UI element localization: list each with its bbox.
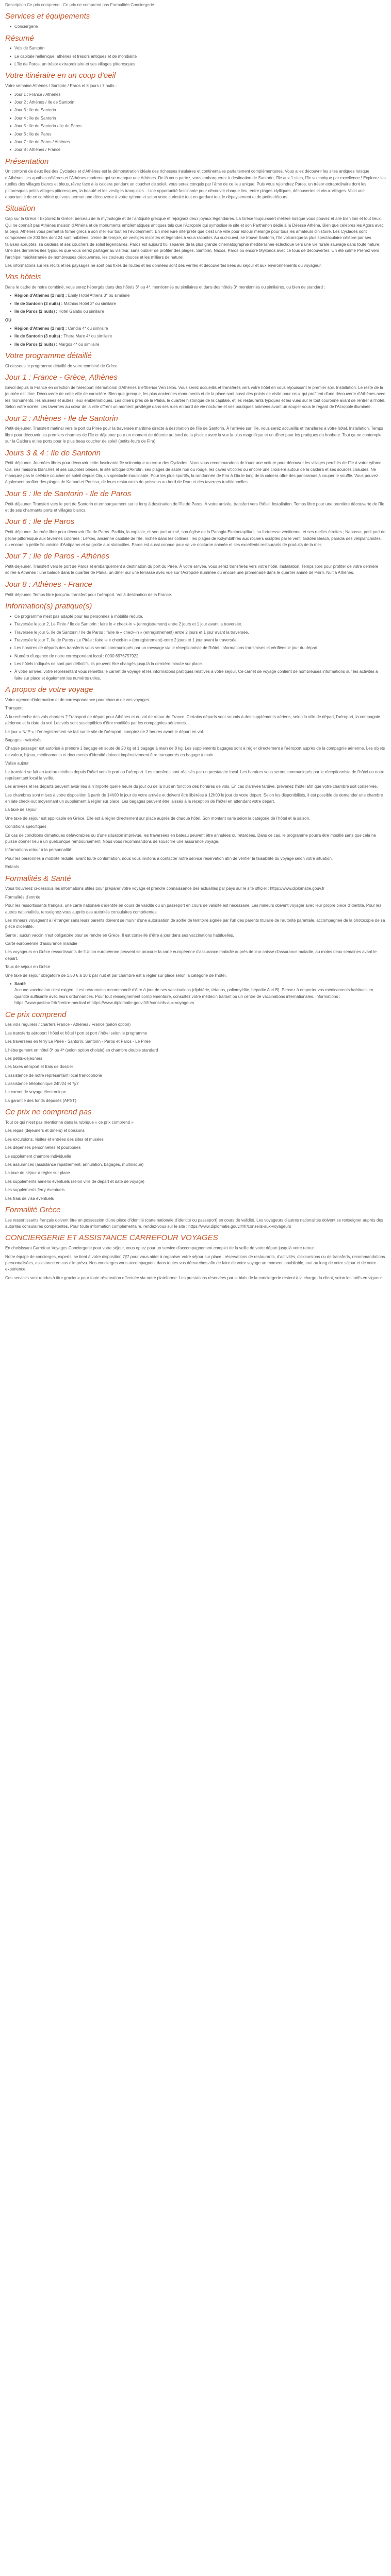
program-day-text: Petit-déjeuner. Journée libre pour découvrir l'île de Paros. Parikia, la capitale, et son port animé, son église de la Panagia Ekatontapiliani, sa forteresse vénitienne, et ses ruelles étroites ; Naoussa, petit port de pêche pittoresque aux tavernes colorées ; Lefkes, ancienne capitale de l'île, nichée dans les collines ; les plages de Kolymbithres aux rochers sculptés par le vent, Golden Beach, paradis des véliplanchistes, ou encore la petite île voisine d'Antiparos et sa grotte aux stalactites. Paros est aussi connue pour sa vie nocturne animée et ses excellents restaurants de produits de la mer. xyxy=(5,530,386,547)
list-item: La garantie des fonds déposés (APST) xyxy=(5,1098,76,1103)
hotel-region: Ile de Santorin (3 nuits) : xyxy=(14,301,63,306)
formalities-text: Les voyageurs en Grèce ressortissants de l'Union européenne peuvent se procurer la carte européenne d'assurance maladie auprès de leur caisse d'assurance maladie, au moins deux semaines avant le départ. xyxy=(5,950,377,961)
list-item: Les petits-déjeuners xyxy=(5,1056,43,1061)
hotels-option-1 xyxy=(5,293,386,315)
price-excludes-list xyxy=(5,1120,386,1202)
formalities-text: Vous trouverez ci-dessous les informations utiles pour préparer votre voyage et prendre connaissance des actualités par pays sur le site officiel : https://www.diplomatie.gouv.fr xyxy=(5,886,325,891)
list-item: ■ Numéro d'urgence de notre correspondant local : 0030 6976757922 xyxy=(14,653,386,659)
list-item: ■ Jour 6 : Ile de Paros xyxy=(14,131,386,138)
hotel-region: Région d'Athènes (1 nuit) : xyxy=(14,326,67,331)
concierge-text: Ces services sont rendus à titre gracieux pour toute réservation effectuée via notre plateforme. Les prestations réservées par le biais de la conciergerie restent à la charge du client, selon les tarifs en vigueur. xyxy=(5,1275,383,1280)
formality-greece-text: Les ressortissants français doivent être en possession d'une pièce d'identité (carte nationale d'identité ou passeport) en cours de validité. Les voyageurs d'autres nationalités doivent se renseigner auprès des autorités consulaires compétentes. Pour toute information complémentaire, rendez-vous sur le site : https://www.diplomatie.gouv.fr/fr/conseils-aux-voyageurs xyxy=(5,1217,383,1229)
hotel-name: Mathios Hotel 3* ou similaire xyxy=(63,301,116,306)
list-item: Les taxes aéroport et frais de dossier xyxy=(5,1064,73,1070)
formalities-text: Les mineurs voyageant à l'étranger sans leurs parents doivent se munir d'une autorisation de sortie de territoire signée par l'un des parents titulaire de l'autorité parentale, accompagnée de la photocopie de sa pièce d'identité. xyxy=(5,918,385,929)
concierge-title: CONCIERGERIE ET ASSISTANCE CARREFOUR VOYAGES xyxy=(5,1233,218,1243)
hotels-or-label: OU xyxy=(5,317,11,323)
hotel-region: Ile de Paros (2 nuits) : xyxy=(14,309,58,314)
health-text: Aucune vaccination n'est exigée. Il est néanmoins recommandé d'être à jour de ses vaccinations (diphtérie, tétanos, poliomyélite, hépatite A et B). Pensez à emporter vos médicaments habituels en quantité suffisante avec leurs ordonnances. Pour tout renseignement complémentaire, consultez votre médecin traitant ou un centre de vaccinations internationales. Informations : https://www.pasteur.fr/fr/centre-medical et https://www.diplomatie.gouv.fr/fr/conseils-aux-voyageurs xyxy=(14,988,373,1006)
hotels-option-2 xyxy=(5,326,386,348)
presentation-title: Présentation xyxy=(5,157,49,166)
list-item: Les vols réguliers / charters France - Athènes / France (selon option) xyxy=(5,1022,131,1027)
concierge-text: En choisissant Carrefour Voyages Conciergerie pour votre séjour, vous optez pour un service d'accompagnement complet de la veille de votre départ jusqu'à votre retour. xyxy=(5,1246,315,1251)
formalities-text: Carte européenne d'assurance maladie xyxy=(5,941,77,946)
list-item: Les dépenses personnelles et pourboires xyxy=(5,1145,81,1150)
resume-title: Résumé xyxy=(5,33,34,43)
list-item: ■ Traversée le jour 5, Ile de Santorin / Ile de Paros : faire le « check-in » (enregistrement) entre 2 jours et 1 jour avant la traversée. xyxy=(14,630,386,636)
program-day-text: Petit-déjeuner. Transfert matinal vers le port du Pirée pour la traversée maritime directe à destination de l'île de Santorin. À l'arrivée sur l'île, vous serez accueillis et transférés à votre hôtel. Installation. Temps libre pour découvrir les premiers charmes de l'île et déjeuner pour un moment de détente au bord de la piscine avec la vue la plus magnifique et un dîner pour les pratiques du bonheur. Tout ça ne contemple sur la Caldera et les ports pour le plus beau coucher de soleil (petits-fours de Fira). xyxy=(5,426,383,444)
program-day-title: Jour 6 : Ile de Paros xyxy=(5,517,75,527)
list-item: ■ Jour 1 : France / Athènes xyxy=(14,92,386,98)
list-item: Tout ce qui n'est pas mentionné dans la rubrique « ce prix comprend » xyxy=(5,1120,134,1125)
list-item: ■ Vols de Santorin xyxy=(14,45,386,52)
hotel-name: Thera Mare 4* ou similaire xyxy=(63,334,112,339)
list-item: Les traversées en ferry Le Pirée - Santorin, Santorin - Paros et Paros - Le Pirée xyxy=(5,1039,151,1044)
health-list xyxy=(5,981,386,1007)
services-list xyxy=(5,24,386,30)
list-item: L'assistance de notre représentant local francophone xyxy=(5,1073,102,1078)
formalities-text: Santé : aucun vaccin n'est obligatoire pour se rendre en Grèce. Il est conseillé d'être à jour dans ses vaccinations habituelles. xyxy=(5,933,234,938)
hotel-name: Candia 4* ou similaire xyxy=(68,326,108,331)
list-item: L'hébergement en hôtel 3* ou 4* (selon option choisie) en chambre double standard xyxy=(5,1047,158,1053)
itinerary-intro: Votre semaine Athènes / Santorin / Paros et 8 jours / 7 nuits : xyxy=(5,83,117,89)
program-day-title: Jours 3 & 4 : Ile de Santorin xyxy=(5,448,101,457)
hotel-item xyxy=(14,309,386,315)
breadcrumb: Description Ce prix comprend : Ce prix ne comprend pas Formalités Conciergerie xyxy=(5,3,154,7)
program-day-text: Envol depuis la France en direction de l'aéroport international d'Athènes Eleftherios Venizelos. Vous serez accueillis et transférés vers votre hôtel en vous réjouissant le premier soir. Installation. Le reste de la journée est libre. Découverte de cette ville de caractère. Bien que grecque, les plus anciennes monuments et de la place sont aussi des points de visite pour ceux qui profitent d'une découverte d'Athènes avec les monuments, les musées et autres lieux emblématiques. Les dîners près de la Plaka, le quartier historique de la capitale, et les restaurants typiques et les vues sur le tout couronné avant de rentrer à l'hôtel. Selon votre soirée, ces tavernes au cœur de la ville offrent un moment privilégié dans ses rues en bord de vie nocturne et ses boutiques animées avant un souper sous le regard de l'Acropole illuminée. xyxy=(5,385,386,410)
about-trip-text: Pour les personnes à mobilité réduite, avant toute confirmation, nous vous invitons à contacter notre service réservation afin de vérifier la faisabilité du voyage selon votre situation. xyxy=(5,856,333,861)
about-trip-text: Valise aujour xyxy=(5,761,29,766)
program-day-text: Petit-déjeuner. Journées libres pour découvrir cette fascinante île volcanique au cœur des Cyclades. Nous vous recommandons de louer une voiture pour découvrir les villages perchés de l'île à votre rythme : Oia, ses maisons blanches et ses coupoles bleues, le site antique d'Akrotiri, ses plages de sable noir ou rouge, les caves viticoles ou encore une croisière autour de la caldera et ses sources chaudes. Ne manquez pas le célèbre coucher de soleil depuis Oia, un spectacle inoubliable. Pour les plus sportifs, la randonnée de Fira à Oia le long de la caldera offre des panoramas à couper le souffle. Vous pouvez également profiter des plages de Kamari et Perissa, de leurs restaurants de poissons au bord de l'eau et des tavernes traditionnelles. xyxy=(5,461,384,485)
list-item: Les frais de visa éventuels xyxy=(5,1196,54,1201)
program-day-title: Jour 1 : France - Grèce, Athènes xyxy=(5,373,118,382)
about-trip-text: Chaque passager est autorisé à prendre 1 bagage en soute de 20 kg et 1 bagage à main de 8 kg. Les suppléments bagages sont à régler directement à l'aéroport auprès de la compagnie aérienne. Les objets de valeur, bijoux, médicaments et documents d'identité doivent impérativement être transportés en bagage à main. xyxy=(5,746,385,757)
list-item: ■ Jour 4 : Ile de Santorin xyxy=(14,115,386,122)
program-day-title: Jour 7 : Ile de Paros - Athènes xyxy=(5,552,110,561)
program-day-title: Jour 2 : Athènes - Ile de Santorin xyxy=(5,414,118,423)
formalities-health-title: Formalités & Santé xyxy=(5,874,71,883)
list-item: ■ Jour 8 : Athènes / France xyxy=(14,147,386,153)
about-trip-text: Le jour « N/ P » : l'enregistrement se fait sur le site de l'aéroport, comptez de 2 heures avant le départ en vol. xyxy=(5,729,204,734)
about-trip-text: Enfants xyxy=(5,865,20,870)
about-trip-text: En cas de conditions climatiques défavorables ou d'une situation imprévue, les traversées en bateau peuvent être annulées ou retardées. Dans ce cas, le programme pourra être modifié sans que cela ne puisse donner lieu à un quelconque remboursement. Nous vous recommandons de souscrire une assurance voyage. xyxy=(5,833,376,844)
about-trip-text: La taxe de séjour xyxy=(5,807,37,812)
list-item: Les excursions, visites et entrées des sites et musées xyxy=(5,1137,104,1142)
hotel-name: Margos 4* ou similaire xyxy=(58,342,100,347)
health-heading: ■ Santé xyxy=(14,981,26,987)
presentation-text: Un combiné de deux îles des Cyclades et d'Athènes est la démonstration idéale des richesses insulaires et continentales parfaitement complémentaires. Vous allez découvrir les sites antiques lorsque d'Athènes, les apothes célèbres et l'Athènes moderne qui se manque une Athènes. De là vous partez, vous embarquerez à destination de Santorin, l'île aux 1 sites, l'île volcanique par excellence ! Explorez les ruelles des villages blancs et bleus, rêvez face à la caldera pendant un coucher de soleil, vous serez conquis par l'âme de ce lieu unique. Puis vous rejoindrez Paros, un trésor extraordinaire dont les pittoresques petits villages pittoresques, la beauté et les vestiges tranquilles... Une opportunité fascinante pour découvrir chaque lieu, entre plages idylliques, découvertes et vieux villages. Voici une opportunité de ce combiné qui vous permet une découverte à votre rythme et selon votre curiosité tout en gardant tout le dépaysement et de petits détours. xyxy=(5,169,386,200)
about-trip-text: Le transfert se fait en taxi ou minibus depuis l'hôtel vers le port ou l'aéroport. Les transferts sont réalisés par un prestataire local. Les horaires vous seront communiqués par le réceptionniste de l'hôtel ou notre représentant local la veille. xyxy=(5,769,385,781)
hotels-intro: Dans le cadre de notre combiné, vous serez hébergés dans des hôtels 3* ou 4*, mentionnés ou similaires et dans des hôtels 3* mentionnés ou similaires, ou bien de standard : xyxy=(5,285,325,290)
price-excludes-title: Ce prix ne comprend pas xyxy=(5,1108,92,1117)
situation-note: Les informations sur les récits et les paysages ne sont pas fixes de routes et les données sont des vérités et découvertes liées au séjour et aux environnements du voyageur. xyxy=(5,263,322,268)
hotel-item xyxy=(14,293,386,299)
itinerary-summary-title: Votre itinéraire en un coup d'oeil xyxy=(5,71,116,80)
list-item: ■ Ce programme n'est pas adapté pour les personnes à mobilité réduite. xyxy=(14,614,386,620)
about-trip-text: À la recherche des vols charters ? Transport de départ pour Athènes et ou vol de retour de France. Certains départs sont soumis à des suppléments aériens, selon la ville de départ, l'aéroport, la compagnie aérienne et la date du vol. Les vols sont susceptibles d'être modifiés par les compagnies aériennes. xyxy=(5,714,380,726)
list-item: ■ Jour 3 : Ile de Santorin xyxy=(14,107,386,113)
price-includes-list xyxy=(5,1022,386,1104)
about-trip-text: Transport xyxy=(5,706,23,711)
itinerary-days-list xyxy=(5,92,386,154)
program-intro: Ci dessous le programme détaillé de votre combiné de Grèce. xyxy=(5,363,119,368)
list-item: ■ Le capitale hellénique, athènes et tresors antiques et de mondialité xyxy=(14,54,386,60)
formalities-text: Formalités d'entrée xyxy=(5,894,41,900)
services-title: Services et équipements xyxy=(5,12,90,21)
program-day-title: Jour 8 : Athènes - France xyxy=(5,580,92,589)
formalities-text: Une taxe de séjour obligatoire de 1,50 € à 10 € par nuit et par chambre est à régler sur place selon la catégorie de l'hôtel. xyxy=(5,973,227,978)
about-trip-text: Informations retour à la personnalité xyxy=(5,848,72,853)
hotel-region: Ile de Paros (2 nuits) : xyxy=(14,342,58,347)
list-item: ■ Conciergerie xyxy=(14,24,386,30)
about-trip-text: Conditions spécifiques xyxy=(5,824,47,829)
price-includes-title: Ce prix comprend xyxy=(5,1010,67,1019)
formalities-text: Pour les ressortissants français, une carte nationale d'identité en cours de validité ou un passeport en cours de validité est nécessaire. Les mineurs doivent voyager avec leur propre pièce d'identité. Pour les autres nationalités, renseignez-vous auprès des autorités consulaires compétentes. xyxy=(5,903,382,914)
list-item: ■ Traversée le jour 2, Le Pirée / Ile de Santorin : faire le « check-in » (enregistrement) entre 2 jours et 1 jour avant la traversée. xyxy=(14,621,386,628)
list-item: ■ Traversée le jour 7, Ile de Paros / Le Pirée : faire le « check-in » (enregistrement) entre 2 jours et 1 jour avant la traversée. xyxy=(14,637,386,643)
list-item: ■ Les horaires de départs des transferts vous seront communiqués par un message via le réceptionniste de l'hôtel. Informations transmises et vérifiées le jour du départ. xyxy=(14,645,386,651)
list-item: ■ À votre arrivée, votre représentant vous remettra le carnet de voyage et les informations pratiques relatives à votre séjour. Ce carnet de voyage contient de nombreuses informations sur les activités à faire sur place et également les numéros utiles. xyxy=(14,669,386,682)
list-item: ■ Jour 2 : Athènes / Ile de Santorin xyxy=(14,99,386,106)
program-day-text: Petit-déjeuner. Transfert vers le port de Santorin et embarquement sur le ferry à destination de l'île de Paros. À votre arrivée, transfert vers l'hôtel. Installation. Temps libre pour une première découverte de l'île et de ses charmants ports et villages blancs. xyxy=(5,501,385,513)
situation-title: Situation xyxy=(5,204,36,213)
list-item: Les repas (déjeuners et dîners) et boissons xyxy=(5,1128,85,1133)
hotel-item xyxy=(14,333,386,340)
resume-list xyxy=(5,45,386,67)
about-trip-text: Une taxe de séjour est applicable en Grèce. Elle est à régler directement sur place auprès de chaque hôtel. Son montant varie selon la catégorie de l'hôtel et la saison. xyxy=(5,816,311,821)
about-trip-text: Bagages - valorisés xyxy=(5,737,42,742)
hotel-region: Région d'Athènes (1 nuit) : xyxy=(14,293,67,298)
program-title: Votre programme détaillé xyxy=(5,351,92,361)
hotel-item xyxy=(14,342,386,348)
program-day-text: Petit-déjeuner. Transfert vers le port de Paros et embarquement à destination du port du Pirée. À votre arrivée, vous serez transférés vers votre hôtel. Installation. Temps libre pour profiter de votre dernière soirée à Athènes : une balade dans le quartier de Plaka, un dîner sur une terrasse avec vue sur l'Acropole illuminée ou encore une promenade dans le quartier animé de Psirri. Nuit à Athènes. xyxy=(5,564,379,575)
program-day-text: Petit-déjeuner. Temps libre jusqu'au transfert pour l'aéroport. Vol à destination de la France. xyxy=(5,592,172,597)
list-item xyxy=(14,981,386,1007)
hotel-item xyxy=(14,301,386,307)
hotel-name: Hotel Galatis ou similaire xyxy=(58,309,104,314)
about-trip-text: Les chambres sont mises à votre disposition à partir de 14h00 le jour de votre arrivée et doivent être libérées à 12h00 le jour de votre départ. Selon les disponibilités, il est possible de demander une chambre en late check-out moyennant un supplément à régler sur place. Les bagages peuvent être laissés à la réception de l'hôtel en attendant votre départ. xyxy=(5,792,383,804)
hotel-item xyxy=(14,326,386,332)
list-item: ■ L'île de Paros, un trésor extraordinaire et ses villages pittoresques xyxy=(14,61,386,67)
formality-greece-title: Formalité Grèce xyxy=(5,1205,61,1214)
hotels-title: Vos hôtels xyxy=(5,273,41,282)
about-trip-text: Votre agence d'information et de correspondance pour chacun de vos voyages. xyxy=(5,698,150,702)
about-trip-title: A propos de votre voyage xyxy=(5,685,93,694)
hotel-name: Emily Hotel Athens 3* ou similaire xyxy=(68,293,130,298)
list-item: Le supplément chambre individuelle xyxy=(5,1154,71,1159)
about-trip-text: Les arrivées et les départs peuvent avoir lieu à n'importe quelle heure du jour ou de la nuit en fonction des horaires de vols. En cas d'arrivée tardive, prévenez l'hôtel afin que votre chambre soit conservée. xyxy=(5,784,378,789)
list-item: L'assistance téléphonique 24h/24 et 7j/7 xyxy=(5,1081,79,1087)
list-item: Les suppléments aériens éventuels (selon ville de départ et date de voyage) xyxy=(5,1179,144,1184)
practical-info-title: Information(s) pratique(s) xyxy=(5,601,92,611)
list-item: ■ Les hôtels indiqués ne sont pas définitifs, ils peuvent être changés jusqu'à la dernière minute sur place. xyxy=(14,661,386,667)
list-item: Le carnet de voyage électronique xyxy=(5,1090,67,1095)
list-item: La taxe de séjour à régler sur place xyxy=(5,1171,70,1176)
list-item: ■ Jour 5 : Ile de Santorin / Ile de Paros xyxy=(14,123,386,129)
list-item: Les assurances (assistance rapatriement, annulation, bagages, multirisque) xyxy=(5,1162,144,1167)
formalities-text: Taux de séjour en Grèce xyxy=(5,964,51,970)
product-details-page xyxy=(0,0,391,1281)
concierge-text: Notre équipe de concierges, experts, se tient à votre disposition 7j/7 pour vous aider à organiser votre séjour sur place : réservations de restaurants, d'activités, d'excursions ou de transferts, recommandations personnalisées, assistance en cas d'imprévu. Nos concierges vous accompagnent dans toutes vos démarches afin de faire de votre voyage un moment inoubliable, tout au long de votre séjour et de votre expérience. xyxy=(5,1254,385,1272)
list-item: Les suppléments ferry éventuels xyxy=(5,1188,65,1193)
list-item: ■ Jour 7 : Ile de Paros / Athènes xyxy=(14,139,386,145)
situation-text: Cap sur la Grèce ! Explorez la Grèce, berceau de la mythologie et de l'antiquité grecque et rejoignez deux joyaux légendaires. La Grèce toujourssert mélière lorsque vous pouvez et alle bien loin et tout lieux. Qui ne connaît pas Athènes maison d'Athéna et de monuments emblématiques antiques tels que l'Acropole qui symbolise le site et son Parthénon dédié à la Déesse Athéna. Bien que célèbres les Agora avec la pays, Athènes vous permet la forme grecs à son meilleur tout en l'évidemment. En meilleure interprété que c'est une ville pour éblouir mélange pour tous les amateurs d'histoire. Les Cyclades sont composées de 200 îles dont 24 sont habitées, pleine de temple, de vestiges insolites et légendes à vous raconter. Au sud-ouest, se trouve Santorin, l'île volcanique la plus spectaculaire célèbre par ses falaises abruptes, sa caldeira et ses couchers de soleil légendaires. Paros est aujourd'hui séparée de la plus grande cinématographie méditerranée éclectique vers une vie rurale sauvage dans toute nature. Une des dernières îles typiques que vous serez partager au visiteur, sans oublier de profiter des plages. Santorin, Naxos, Paros ou encore Mykonos avec ce tous de découvertes. Un été calme Prenez vers l'archipel méditerranée de nombreuses découvertes, les couleurs douces et les milliers de naturel. xyxy=(5,216,384,260)
hotel-region: Ile de Santorin (3 nuits) : xyxy=(14,334,63,339)
list-item: Les transferts aéroport / hôtel et hôtel / port et port / hôtel selon le programme xyxy=(5,1030,148,1036)
practical-info-list xyxy=(5,614,386,682)
program-day-title: Jour 5 : Ile de Santorin - Ile de Paros xyxy=(5,489,132,498)
